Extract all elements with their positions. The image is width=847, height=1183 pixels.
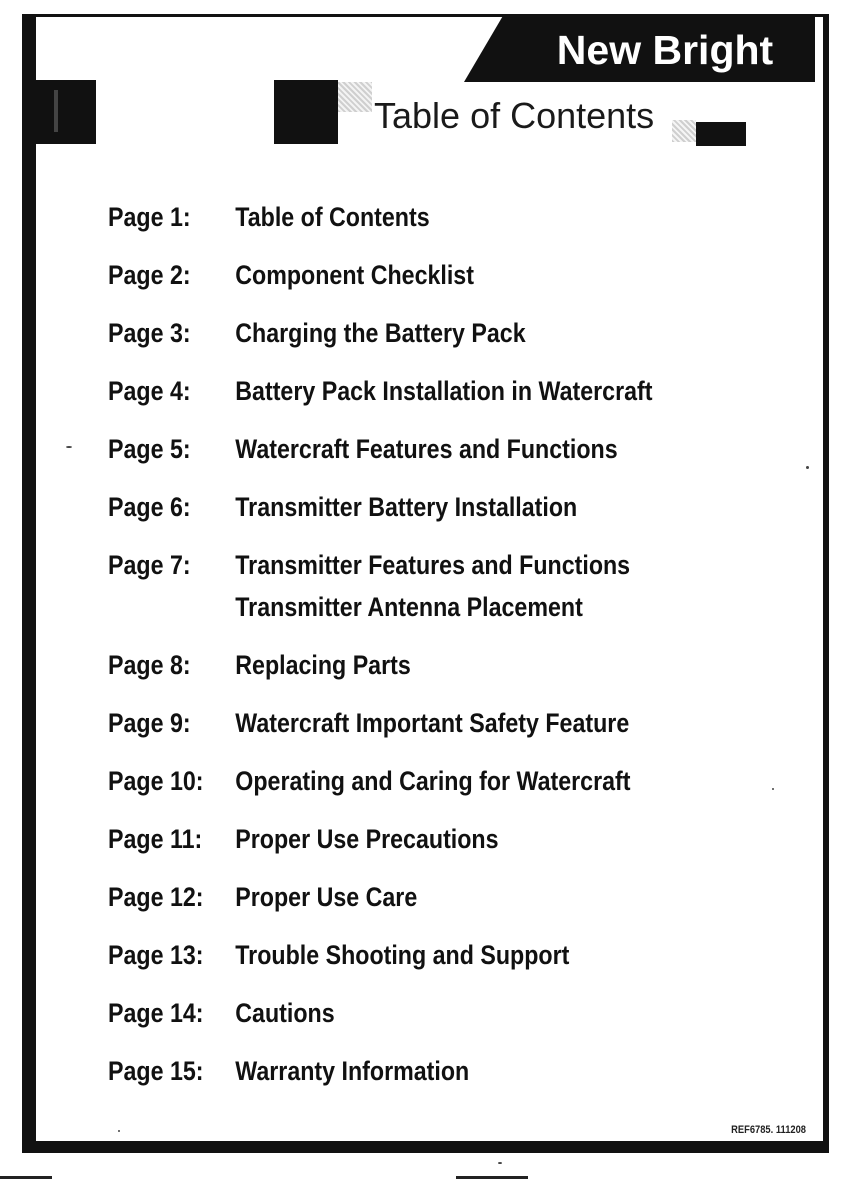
toc-section-title-line: Proper Use Precautions (235, 824, 499, 854)
toc-page-number: Page 2: (108, 260, 191, 290)
table-of-contents-list (108, 192, 798, 1104)
scan-edge-mark-left (0, 1176, 52, 1179)
toc-entry (108, 872, 796, 930)
toc-section-title-line: Watercraft Features and Functions (235, 434, 618, 464)
page-title: Table of Contents (374, 95, 655, 136)
toc-section-title-line: Warranty Information (235, 1056, 470, 1086)
toc-page-number: Page 15: (108, 1056, 204, 1086)
toc-page-number: Page 7: (108, 550, 191, 580)
toc-section-title (235, 872, 417, 930)
toc-page-number: Page 11: (108, 824, 203, 854)
toc-page-number: Page 3: (108, 318, 191, 348)
toc-section-title-line: Component Checklist (235, 260, 474, 290)
toc-page-number: Page 14: (108, 998, 204, 1028)
toc-page-number: Page 9: (108, 708, 191, 738)
toc-section-title (235, 930, 569, 988)
toc-section-title-line: Table of Contents (235, 202, 430, 232)
toc-section-title (235, 988, 334, 1046)
scan-speck (772, 788, 774, 790)
toc-page-number: Page 4: (108, 376, 191, 406)
toc-entry (108, 192, 796, 250)
toc-entry (108, 988, 796, 1046)
toc-section-title-line: Trouble Shooting and Support (235, 940, 570, 970)
toc-section-title (235, 250, 474, 308)
decorative-black-block-left (36, 80, 96, 144)
toc-section-title (235, 1046, 469, 1104)
toc-section-title (235, 482, 577, 540)
toc-entry (108, 930, 796, 988)
toc-section-title-line: Replacing Parts (235, 650, 411, 680)
toc-page-number: Page 8: (108, 650, 191, 680)
toc-section-title (235, 814, 498, 872)
scan-speck (498, 1162, 502, 1164)
toc-entry (108, 366, 796, 424)
toc-page-number: Page 1: (108, 202, 191, 232)
toc-entry (108, 756, 796, 814)
toc-entry (108, 250, 796, 308)
toc-page-number: Page 12: (108, 882, 204, 912)
toc-entry (108, 540, 796, 640)
toc-entry (108, 424, 796, 482)
toc-section-title (235, 540, 630, 640)
toc-section-title-line: Battery Pack Installation in Watercraft (235, 376, 653, 406)
toc-section-title (235, 366, 652, 424)
toc-section-title-line: Operating and Caring for Watercraft (235, 766, 631, 796)
brand-logo-text: New Bright (556, 27, 774, 73)
decorative-black-block-right (696, 122, 746, 146)
toc-entry (108, 640, 796, 698)
toc-page-number: Page 10: (108, 766, 204, 796)
scan-speck (66, 446, 72, 448)
decorative-black-block-title (274, 80, 338, 144)
toc-section-title-line: Transmitter Battery Installation (235, 492, 578, 522)
toc-section-title (235, 308, 525, 366)
toc-section-title-line: Cautions (235, 998, 335, 1028)
toc-section-title-line: Watercraft Important Safety Feature (235, 708, 630, 738)
decorative-stripe (54, 90, 58, 132)
toc-entry (108, 482, 796, 540)
toc-entry (108, 698, 796, 756)
toc-section-title-line: Transmitter Features and Functions (235, 550, 631, 580)
scan-edge-mark-middle (456, 1176, 528, 1179)
toc-section-title-line: Transmitter Antenna Placement (235, 592, 583, 622)
toc-section-title (235, 640, 411, 698)
scan-speck (118, 1130, 120, 1132)
toc-page-number: Page 5: (108, 434, 191, 464)
toc-section-title (235, 756, 630, 814)
reference-code: REF6785. 111208 (731, 1124, 806, 1136)
toc-section-title (235, 698, 629, 756)
toc-section-title (235, 424, 617, 482)
toc-entry (108, 1046, 796, 1104)
toc-section-title (235, 192, 429, 250)
toc-entry (108, 814, 796, 872)
toc-section-title-line: Proper Use Care (235, 882, 418, 912)
toc-page-number: Page 6: (108, 492, 191, 522)
scan-speck (806, 466, 809, 469)
toc-page-number: Page 13: (108, 940, 204, 970)
toc-entry (108, 308, 796, 366)
decorative-halftone-patch (338, 82, 372, 112)
toc-section-title-line: Charging the Battery Pack (235, 318, 526, 348)
decorative-halftone-patch-right (672, 120, 696, 142)
